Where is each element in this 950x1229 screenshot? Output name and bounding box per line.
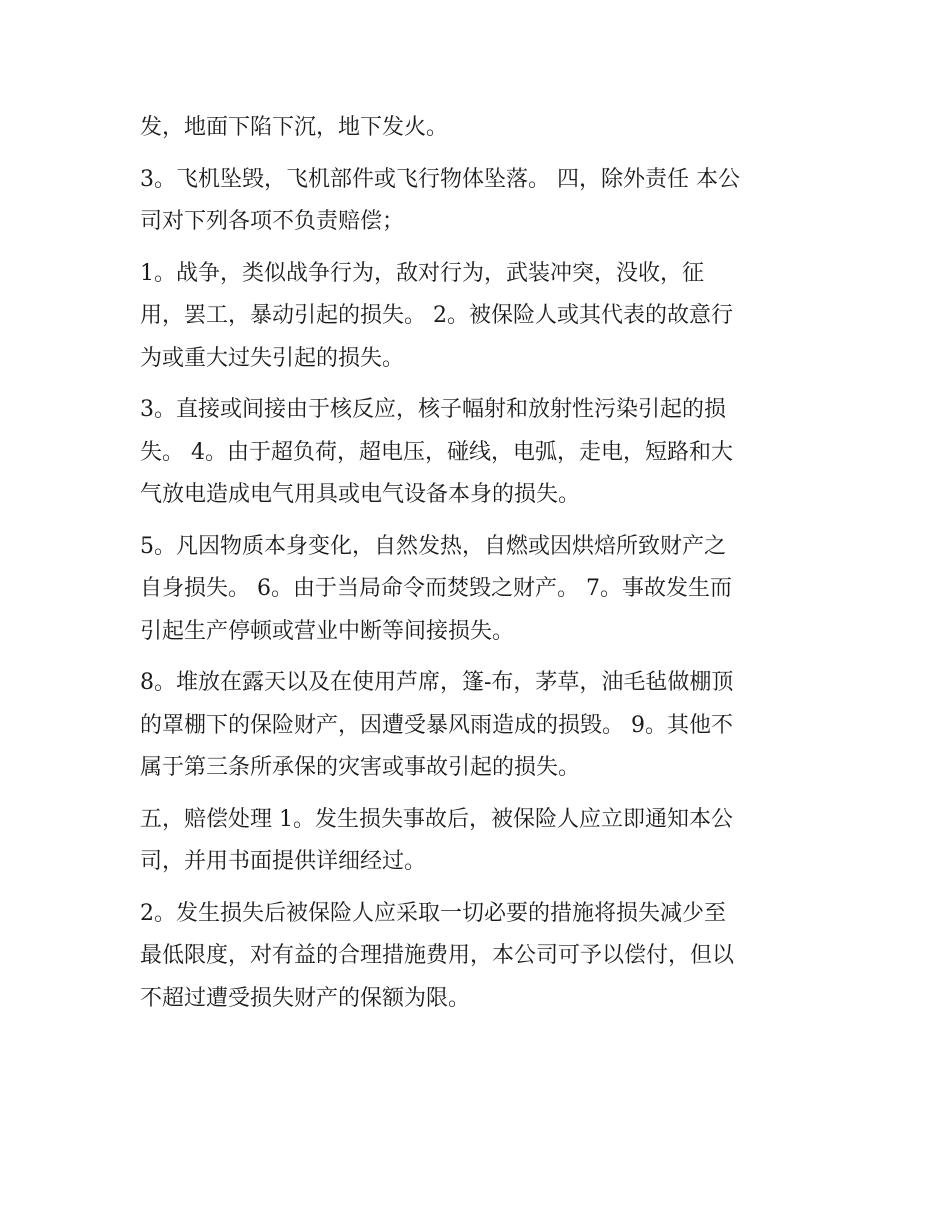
paragraph-exclusion-war: 1。战争，类似战争行为，敌对行为，武装冲突，没收，征 用，罢工，暴动引起的损失。 2。被保险人或其代表的故意行 为或重大过失引起的损失。 xyxy=(140,260,733,371)
paragraph-exclusion-open-air: 8。堆放在露天以及在使用芦席，篷-布，茅草，油毛毡做棚顶 的罩棚下的保险财产，因遭受暴风雨造成的损毁。 9。其他不 属于第三条所承保的灾害或事故引起的损失。 xyxy=(140,670,734,780)
document-body xyxy=(140,107,820,1029)
paragraph-aircraft-crash: 3。飞机坠毁，飞机部件或飞行物体坠落。 四，除外责任 本公 司对下列各项不负责赔偿； xyxy=(140,166,740,234)
paragraph-exclusion-nuclear: 3。直接或间接由于核反应，核子幅射和放射性污染引起的损 失。 4。由于超负荷，超电压，碰线，电弧，走电，短路和大 气放电造成电气用具或电气设备本身的损失。 xyxy=(140,397,733,507)
paragraph-underground-fire: 发，地面下陷下沉，地下发火。 xyxy=(140,115,449,140)
paragraph-claims-notice: 五，赔偿处理 1。发生损失事故后，被保险人应立即通知本公 司，并用书面提供详细经过。 xyxy=(140,806,733,874)
paragraph-exclusion-self-loss: 5。凡因物质本身变化，自然发热，自燃或因烘焙所致财产之 自身损失。 6。由于当局命令而焚毁之财产。 7。事故发生而 引起生产停顿或营业中断等间接损失。 xyxy=(140,533,732,644)
paragraph-claims-mitigation: 2。发生损失后被保险人应采取一切必要的措施将损失减少至 最低限度，对有益的合理措施费用，本公司可予以偿付，但以 不超过遭受损失财产的保额为限。 xyxy=(140,900,735,1011)
